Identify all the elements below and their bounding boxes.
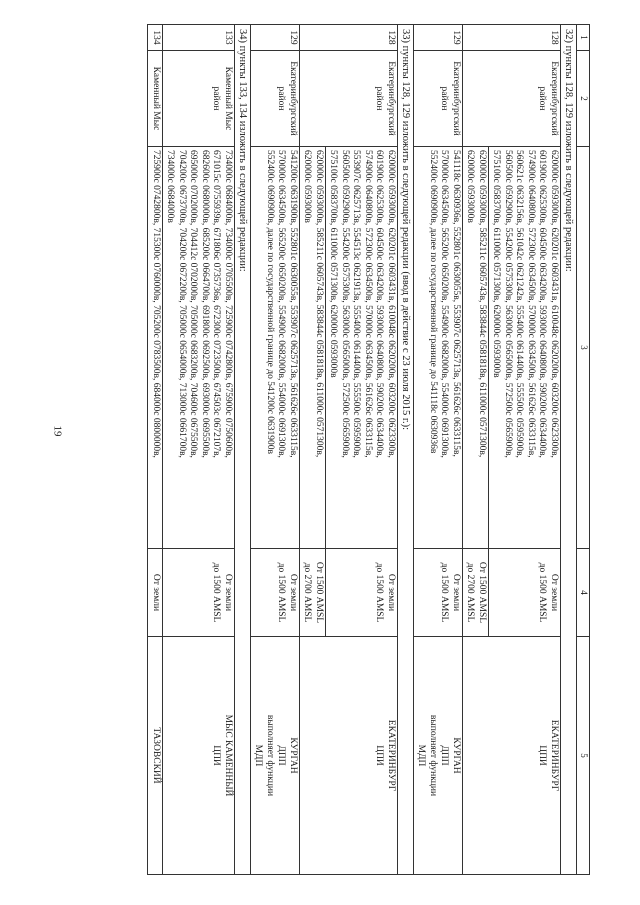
altitude-line: От земли <box>451 573 461 612</box>
coordinate-line: 620000с 0593000в <box>302 150 313 223</box>
table-row <box>489 25 561 875</box>
coordinate-line: 541118с 0630936в, 552801с 0630055в, 553907с 0625713в, 561626с 0633115в, <box>451 150 461 457</box>
table-row <box>163 25 235 875</box>
unit-line: МДП <box>253 744 264 767</box>
boundary-coordinates <box>148 147 163 549</box>
airspace-table <box>148 24 591 875</box>
altitude-line: От земли <box>386 573 396 612</box>
coordinate-line: 560621с 0632156в, 561042с 0621242в, 555400с 0614400в, 555500с 0595900в, <box>514 150 525 458</box>
district-name: Каменный Мыс район <box>163 51 235 147</box>
district-name: Екатеринбургский район <box>414 51 463 147</box>
district-name: Екатеринбургский район <box>300 51 398 147</box>
unit-line: выполняет функции <box>428 714 438 797</box>
altitude-line: От 1500 AMSL <box>314 561 324 624</box>
coordinate-line: 695000с 0702000в, 704412с 0702000в, 705000с 0683200в, 704600с 0675500в, <box>188 150 199 458</box>
boundary-coordinates <box>163 147 235 549</box>
coordinate-line: 725900с 0742800в, 715300с 0760000в, 705200с 0783500в, 684000с 0800000в, <box>151 150 161 458</box>
coordinate-line: 552400с 0690900в, далее по государственной границе до 541200с 0631900в <box>265 150 275 455</box>
table-body <box>148 25 590 875</box>
coordinate-line: 574900с 0640800в, 572300с 0634500в, 570000с 0634500в, 561626с 0633115в, <box>526 150 536 458</box>
altitude-limits <box>326 549 398 637</box>
column-number: 4 <box>577 549 590 637</box>
coordinate-line: 541200с 0631900в, 552801с 0630055в, 553907с 0625713в, 561626с 0633115в, <box>288 150 298 458</box>
coordinate-line: 552400с 0690900в, далее по государственной границе до 541118с 0630936в <box>428 150 438 454</box>
unit-line: ЦПИ <box>374 745 385 766</box>
table-row <box>251 25 300 875</box>
rotated-page <box>28 24 590 874</box>
boundary-coordinates <box>463 147 489 549</box>
control-unit <box>251 637 300 875</box>
row-number: 129 <box>414 25 463 51</box>
altitude-limits <box>251 549 300 637</box>
coordinate-line: 620000с 0593000в, 620201с 0603431в, 610048с 0620200в, 603200с 0623300в, <box>549 150 559 458</box>
altitude-line: От земли <box>223 573 233 612</box>
altitude-line: до 2700 AMSL <box>302 562 313 623</box>
unit-line: ТАЗОВСКИЙ <box>151 727 161 784</box>
boundary-coordinates <box>251 147 300 549</box>
altitude-limits <box>463 549 489 637</box>
coordinate-line: 734000с 0684000в, 734000с 0705500в, 725900с 0742800в, 675900с 0750600в, <box>223 150 233 458</box>
coordinate-line: 682600с 0680000в, 685200с 0664700в, 691800с 0692500в, 693000с 0695500в, <box>200 150 210 458</box>
boundary-coordinates <box>489 147 561 549</box>
coordinate-line: 704200с 0673700в, 704200с 0672200в, 705000с 0654000в, 713000с 0661700в, <box>177 150 187 458</box>
coordinate-line: 601900с 0625300в, 604500с 0634200в, 593000с 0640800в, 590200с 0634400в, <box>537 150 548 458</box>
unit-line: КУРГАН <box>288 737 298 774</box>
row-number: 134 <box>148 25 163 51</box>
altitude-line: От земли <box>151 573 161 612</box>
unit-line: ЕКАТЕРИНБУРГ <box>549 719 559 792</box>
table-row <box>326 25 398 875</box>
unit-line: ЦПИ <box>537 745 548 766</box>
section-heading-row <box>398 25 414 875</box>
row-number: 128 <box>300 25 398 51</box>
coordinate-line: 620000с 0593000в, 620201с 0603431в, 610048с 0620200в, 603200с 0623300в, <box>386 150 396 458</box>
coordinate-line: 734000с 0684000в <box>165 150 176 223</box>
section-heading-row <box>235 25 251 875</box>
table-row <box>414 25 463 875</box>
column-number: 3 <box>577 147 590 549</box>
unit-line: КУРГАН <box>451 737 461 774</box>
coordinate-line: 620000с 0593000в, 585211с 0605743в, 583844с 0581818в, 611000с 0571300в, <box>477 150 487 458</box>
altitude-line: до 1500 AMSL <box>537 562 548 623</box>
column-number: 2 <box>577 51 590 147</box>
section-heading: 32) пункты 128, 129 изложить в следующей редакции: <box>561 25 577 875</box>
altitude-line: От 1500 AMSL <box>477 561 487 624</box>
control-unit <box>163 637 235 875</box>
page-number: 19 <box>51 425 64 437</box>
coordinate-line: 570000с 0634500в, 565200с 0650200в, 554900с 0682000в, 554000с 0691300в, <box>276 150 287 458</box>
table-row <box>148 25 163 875</box>
section-heading: 33) пункты 128, 129 изложить в следующей редакции (ввод в действие с 23 июля 2015 г.): <box>398 25 414 875</box>
row-number: 128 <box>463 25 561 51</box>
coordinate-line: 570000с 0634500в, 565200с 0650200в, 554900с 0682000в, 554000с 0691300в, <box>439 150 450 458</box>
altitude-limits <box>300 549 326 637</box>
unit-line: ЦПИ <box>211 745 222 766</box>
coordinate-line: 575100с 0583700в, 611000с 0571300в, 620000с 0593000в <box>491 150 502 378</box>
boundary-coordinates <box>326 147 398 549</box>
control-unit <box>463 637 561 875</box>
boundary-coordinates <box>414 147 463 549</box>
unit-line: ДПП <box>276 745 287 766</box>
coordinate-line: 560500с 0592900в, 554200с 0575300в, 563000с 0565000в, 572500с 0565900в, <box>340 150 350 458</box>
coordinate-line: 575100с 0583700в, 611000с 0571300в, 620000с 0593000в <box>328 150 339 378</box>
unit-line: МЫС КАМЕННЫЙ <box>223 714 233 797</box>
altitude-limits <box>163 549 235 637</box>
row-number: 133 <box>163 25 235 51</box>
column-number: 1 <box>577 25 590 51</box>
altitude-limits <box>489 549 561 637</box>
altitude-line: От земли <box>549 573 559 612</box>
control-unit <box>414 637 463 875</box>
coordinate-line: 560500с 0592900в, 554200с 0575300в, 563000с 0565000в, 572500с 0565900в, <box>503 150 513 458</box>
coordinate-line: 553907с 0625713в, 554513с 0621913в, 555400с 0614400в, 555500с 0595900в, <box>351 150 362 458</box>
altitude-line: до 1500 AMSL <box>276 562 287 623</box>
altitude-line: до 2700 AMSL <box>465 562 476 623</box>
row-number: 129 <box>251 25 300 51</box>
unit-line: ЕКАТЕРИНБУРГ <box>386 719 396 792</box>
section-heading: 34) пункты 133, 134 изложить в следующей редакции: <box>235 25 251 875</box>
column-number: 5 <box>577 637 590 875</box>
district-name: Екатеринбургский район <box>251 51 300 147</box>
altitude-line: От земли <box>288 573 298 612</box>
unit-line: ДПП <box>439 745 450 766</box>
control-unit <box>300 637 398 875</box>
control-unit <box>148 637 163 875</box>
coordinate-line: 601900с 0625300в, 604500с 0634200в, 593000с 0640800в, 590200с 0634400в, <box>374 150 385 458</box>
altitude-limits <box>148 549 163 637</box>
altitude-line: до 1500 AMSL <box>211 562 222 623</box>
altitude-line: до 1500 AMSL <box>374 562 385 623</box>
coordinate-line: 671015с 0755939в, 671806с 0735736в, 672300с 0723500в, 674503с 0672107в, <box>211 150 222 458</box>
column-number-row <box>577 25 590 875</box>
section-heading-row <box>561 25 577 875</box>
unit-line: МДП <box>416 744 427 767</box>
coordinate-line: 620000с 0593000в, 585211с 0605743в, 583844с 0581818в, 611000с 0571300в, <box>314 150 324 458</box>
coordinate-line: 574900с 0640800в, 572300с 0634500в, 570000с 0634500в, 561626с 0633115в, <box>363 150 373 458</box>
boundary-coordinates <box>300 147 326 549</box>
coordinate-line: 620000с 0593000в <box>465 150 476 223</box>
district-name: Екатеринбургский район <box>463 51 561 147</box>
district-name: Каменный Мыс <box>148 51 163 147</box>
altitude-line: до 1500 AMSL <box>439 562 450 623</box>
altitude-limits <box>414 549 463 637</box>
unit-line: выполняет функции <box>265 714 275 797</box>
